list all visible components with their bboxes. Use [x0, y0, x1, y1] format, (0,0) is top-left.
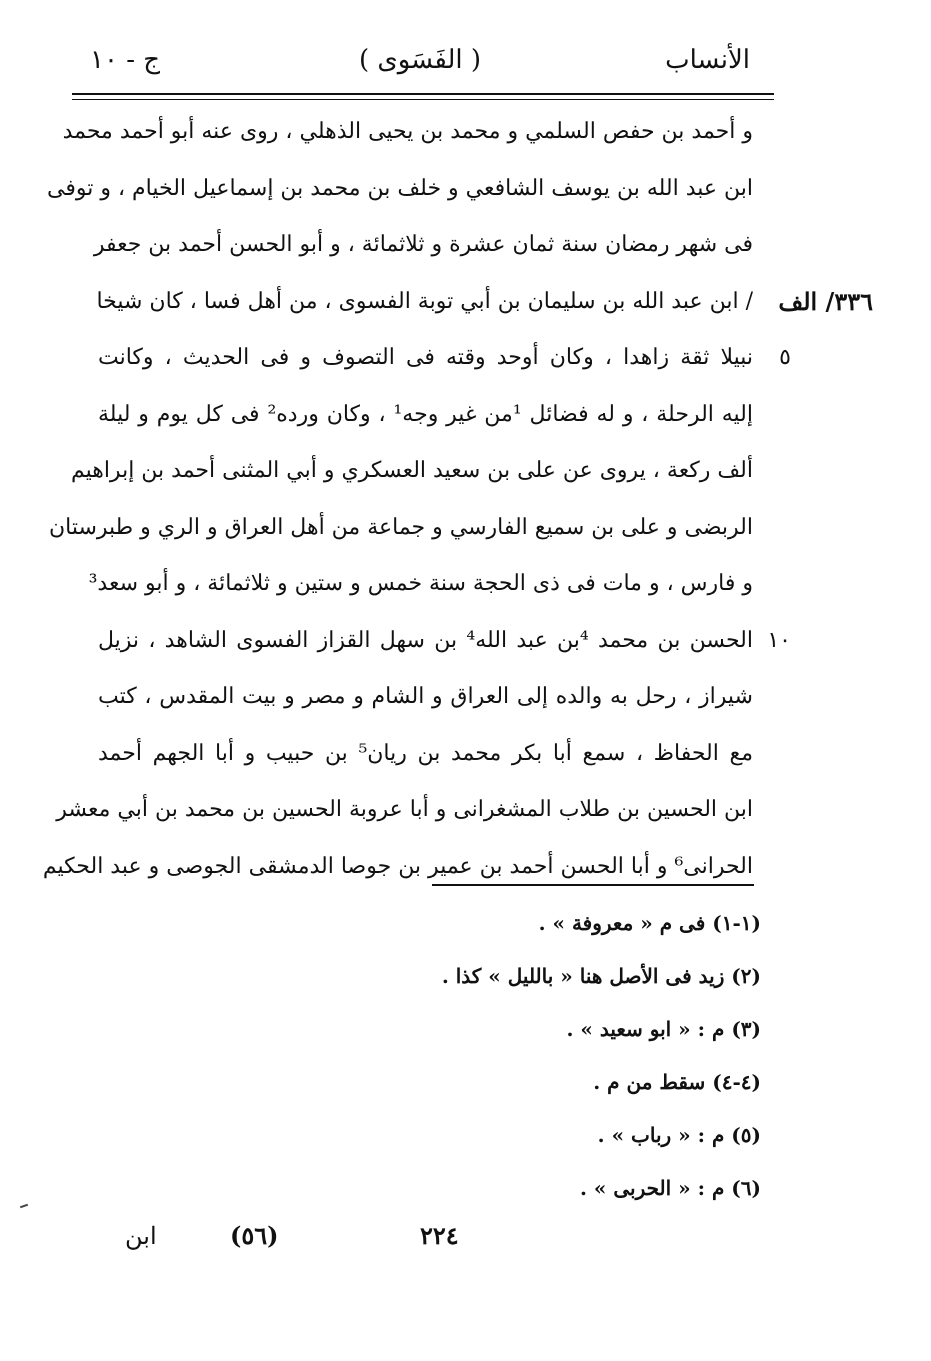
line-text: و فارس ، و مات فى ذى الحجة سنة خمس و ستين و ثلاثمائة ، و أبو سعد³	[88, 571, 753, 596]
line-text: الحسن بن محمد ⁴بن عبد الله⁴ بن سهل القزاز الفسوى الشاهد ، نزيل	[98, 627, 753, 653]
line-text: الحرانى⁶ و أبا الحسن أحمد بن عمير بن جوصا الدمشقى الجوصى و عبد الحكيم	[42, 853, 753, 879]
footnote: (٤-٤) سقط من م .	[593, 1070, 761, 1094]
text-line	[48, 500, 753, 557]
line-text: الربضى و على بن سميع الفارسي و جماعة من أهل العراق و الري و طبرستان	[48, 514, 753, 540]
footnote: (٦) م : « الحربى » .	[579, 1176, 761, 1200]
line-text: و أحمد بن حفص السلمي و محمد بن يحيى الذهلي ، روى عنه أبو أحمد محمد	[62, 119, 753, 144]
line-text: مع الحفاظ ، سمع أبا بكر محمد بن ريان⁵ بن حبيب و أبا الجهم أحمد	[98, 740, 753, 766]
line-text: ابن عبد الله بن يوسف الشافعي و خلف بن محمد بن إسماعيل الخيام ، و توفى	[47, 175, 753, 201]
scan-speck	[20, 1204, 28, 1209]
footnote-rule	[432, 884, 754, 886]
text-line	[98, 669, 753, 726]
footnote: (٣) م : « ابو سعيد » .	[566, 1017, 761, 1041]
text-line	[56, 782, 753, 839]
manuscript-folio: ٣٣٦/ الف	[778, 286, 873, 316]
entry-title: ( الفَسَوى )	[358, 45, 482, 75]
line-number: ٥	[779, 345, 791, 370]
text-line	[88, 556, 753, 613]
text-line	[98, 387, 753, 444]
line-text: فى شهر رمضان سنة ثمان عشرة و ثلاثمائة ، و أبو الحسن أحمد بن جعفر	[93, 232, 753, 257]
text-line	[42, 839, 753, 896]
footnote: (٢) زيد فى الأصل هنا « بالليل » كذا .	[441, 964, 761, 988]
running-header	[80, 40, 760, 90]
text-line	[93, 217, 753, 274]
text-line	[62, 104, 753, 161]
text-line	[98, 330, 791, 387]
main-text	[42, 104, 873, 895]
text-line	[70, 443, 753, 500]
volume-label: ج - ١٠	[90, 45, 161, 75]
header-rule-thin	[72, 99, 774, 100]
line-text: نبيلا ثقة زاهدا ، وكان أوحد وقته فى التصوف و فى الحديث ، وكانت	[98, 345, 753, 370]
book-title: الأنساب	[665, 45, 750, 75]
line-text: إليه الرحلة ، و له فضائل ¹من غير وجه¹ ، وكان ورده² فى كل يوم و ليلة	[98, 401, 753, 427]
catchword: ابن	[125, 1222, 157, 1250]
header-rule-thick	[72, 93, 774, 95]
footnotes	[361, 897, 761, 1215]
text-line	[47, 161, 753, 218]
line-text: ألف ركعة ، يروى عن على بن سعيد العسكري و أبي المثنى أحمد بن إبراهيم	[70, 458, 753, 483]
footnote: (١-١) فى م « معروفة » .	[538, 911, 761, 935]
page-number: ٢٢٤	[420, 1221, 459, 1250]
text-line	[98, 613, 791, 670]
line-text: شيراز ، رحل به والده إلى العراق و الشام و مصر و بيت المقدس ، كتب	[98, 684, 753, 709]
line-text: ابن الحسين بن طلاب المشغرانى و أبا عروبة الحسين بن محمد بن أبي معشر	[56, 797, 753, 822]
text-line	[98, 726, 753, 783]
page-footer	[100, 1218, 480, 1258]
part-number: (٥٦)	[230, 1221, 279, 1250]
line-number: ١٠	[767, 627, 791, 653]
footnote: (٥) م : « رباب » .	[597, 1123, 761, 1147]
line-text: / ابن عبد الله بن سليمان بن أبي توبة الفسوى ، من أهل فسا ، كان شيخا	[96, 288, 753, 314]
text-line	[96, 274, 873, 331]
